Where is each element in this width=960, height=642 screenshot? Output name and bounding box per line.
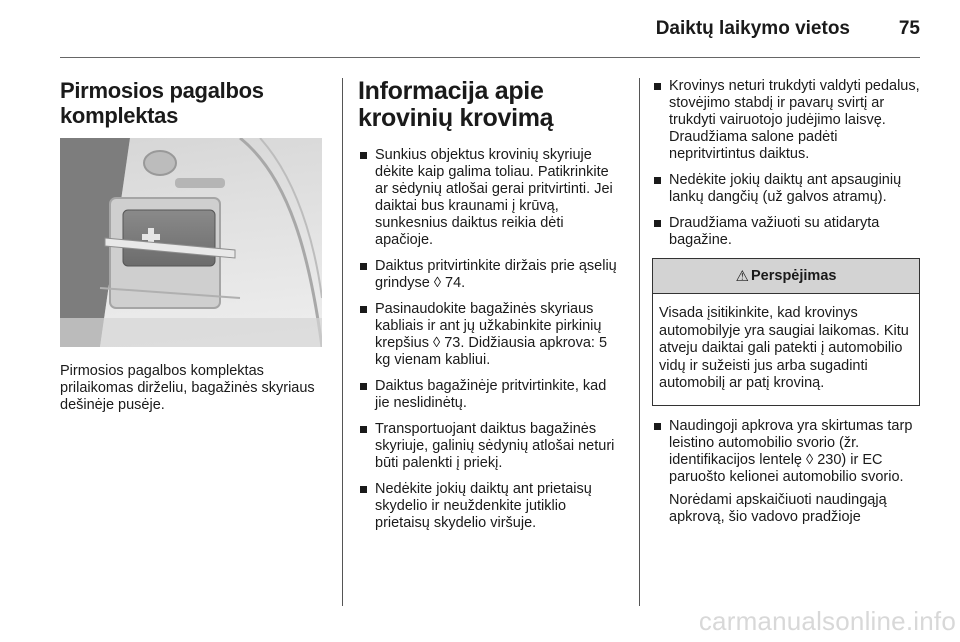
column-divider-left (342, 78, 343, 606)
first-aid-kit-photo (60, 138, 322, 347)
warning-body: Visada įsitikinkite, kad krovinys automobilyje yra saugiai laikomas. Kitu atveju daiktai gali patekti į automobilio vidų ir sužeisti jus arba sugadinti automobilį ar patį kroviną. (659, 305, 909, 391)
bullet-icon (360, 426, 367, 433)
list-item-continuation: Norėdami apskaičiuoti naudingąją apkrovą, šio vadovo pradžioje (669, 491, 887, 525)
warning-triangle-icon: ⚠ (735, 268, 749, 285)
list-item-text: Nedėkite jokių daiktų ant apsauginių lankų dangčių (už galvos atramų). (669, 172, 902, 205)
list-item (358, 147, 624, 249)
list-item-text: Pasinaudokite bagažinės skyriaus kabliais ir ant jų užkabinkite pirkinių krepšius ◊ 73. Didžiausia apkrova: 5 kg vienam kabliui. (375, 301, 608, 368)
list-item-text: Nedėkite jokių daiktų ant prietaisų skydelio ir neuždenkite jutiklio prietaisų skydelio viršuje. (375, 481, 592, 531)
loading-info-heading: Informacija apie krovinių krovimą (358, 77, 554, 132)
list-item-text: Daiktus bagažinėje pritvirtinkite, kad jie neslidinėtų. (375, 378, 607, 411)
warning-box (652, 258, 920, 406)
bullet-icon (360, 152, 367, 159)
page-number: 75 (898, 18, 920, 39)
list-item-text: Transportuojant daiktus bagažinės skyriuje, galinių sėdynių atlošai neturi būti palenkti į priekį. (375, 421, 615, 471)
list-item (652, 172, 920, 206)
list-item (652, 78, 920, 163)
column-loading-info (358, 78, 624, 541)
list-item (358, 301, 624, 369)
bullet-icon (360, 383, 367, 390)
payload-list (652, 418, 920, 526)
bullet-icon (654, 177, 661, 184)
header-rule (60, 57, 920, 58)
bullet-icon (360, 486, 367, 493)
first-aid-heading: Pirmosios pagalbos komplektas (60, 78, 264, 128)
list-item-text: Daiktus pritvirtinkite diržais prie ąselių grindyse ◊ 74. (375, 258, 617, 291)
bullet-icon (654, 83, 661, 90)
list-item-text: Draudžiama važiuoti su atidaryta bagažine. (669, 215, 880, 248)
bullet-icon (360, 306, 367, 313)
loading-continued-list (652, 78, 920, 249)
list-item-text: Naudingoji apkrova yra skirtumas tarp leistino automobilio svorio (žr. identifikacijos lentelę ◊ 230) ir EC paruošto kelionei automobilio svorio. (669, 417, 913, 485)
first-aid-caption: Pirmosios pagalbos komplektas prilaikomas dirželiu, bagažinės skyriaus dešinėje pusėje. (60, 363, 315, 413)
page-header-title: Daiktų laikymo vietos (655, 18, 850, 39)
list-item-text: Krovinys neturi trukdyti valdyti pedalus, stovėjimo stabdį ir pavarų svirtį ar trukdyti vairuotojo judėjimo laisvę. Draudžiama salone padėti nepritvirtintus daiktus. (669, 78, 920, 162)
watermark: carmanualsonline.info (698, 606, 956, 636)
warning-title: Perspėjimas (751, 268, 837, 284)
list-item-text: Sunkius objektus krovinių skyriuje dėkite kaip galima toliau. Patikrinkite ar sėdynių atlošai gerai pritvirtinti. Jei daiktai bus kraunami į krūvą, sunkesnius daiktus reikia dėti apačioje. (375, 147, 613, 248)
warning-header (653, 259, 919, 294)
list-item (652, 418, 920, 526)
list-item (358, 421, 624, 472)
list-item (652, 215, 920, 249)
column-loading-continued (652, 78, 920, 535)
bullet-icon (654, 423, 661, 430)
list-item (358, 481, 624, 532)
list-item (358, 378, 624, 412)
bullet-icon (654, 220, 661, 227)
bullet-icon (360, 263, 367, 270)
column-first-aid (60, 78, 322, 414)
loading-info-list (358, 147, 624, 532)
column-divider-right (639, 78, 640, 606)
list-item (358, 258, 624, 292)
